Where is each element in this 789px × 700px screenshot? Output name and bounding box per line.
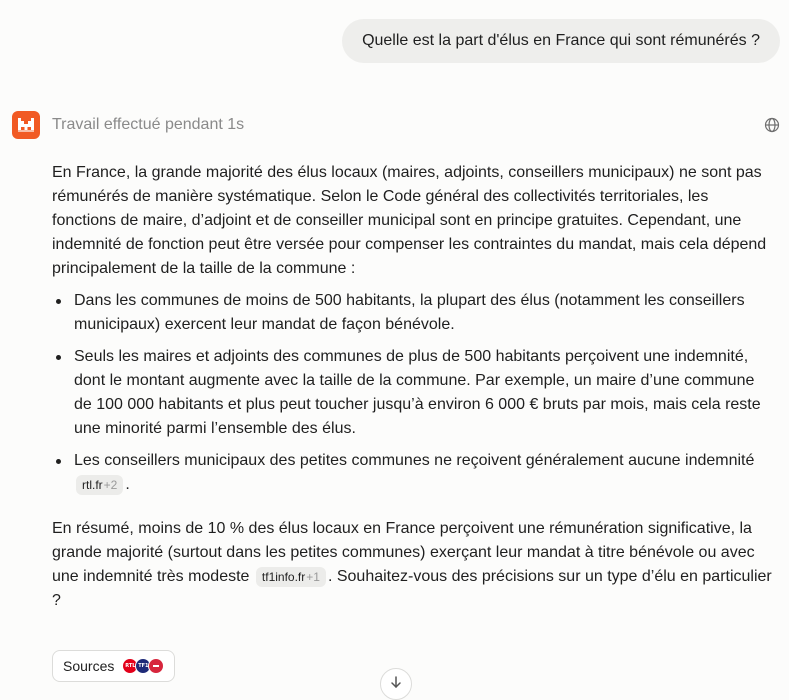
user-message-bubble — [342, 19, 780, 63]
work-status-text[interactable]: Travail effectué pendant 1s — [52, 116, 245, 133]
source-favicons — [122, 658, 164, 674]
sources-button[interactable] — [52, 650, 175, 682]
assistant-answer — [52, 161, 774, 613]
tf1info-favicon-icon: TF1 — [135, 658, 151, 674]
citation-more-count: +1 — [306, 570, 320, 584]
user-message-text: Quelle est la part d'élus en France qui sont rémunérés ? — [362, 32, 760, 49]
citation-source: rtl.fr — [82, 478, 103, 492]
sources-label: Sources — [63, 658, 115, 674]
list-item — [74, 289, 774, 337]
citation-chip-tf1info[interactable] — [256, 567, 326, 587]
summary-text-part2: . Souhaitez-vous des précisions sur un type d’élu en particulier ? — [52, 568, 772, 609]
list-item — [74, 345, 774, 441]
assistant-header — [12, 111, 780, 139]
citation-chip-rtl[interactable] — [76, 475, 123, 495]
list-item — [74, 449, 774, 497]
answer-intro-paragraph: En France, la grande majorité des élus locaux (maires, adjoints, conseillers municipaux) ne sont pas rémunérés de manière systématique. Selon le Code général des collectivités territoriales, les fonctions de maire, d’adjoint et de conseiller municipal sont en principe gratuites. Cependant, une indemnité de fonction peut être versée pour compenser les contraintes du mandat, mais cela dépend principalement de la taille de la commune : — [52, 164, 767, 277]
citation-source: tf1info.fr — [261, 570, 306, 584]
citation-more-count: +2 — [103, 478, 118, 492]
globe-icon[interactable] — [764, 117, 780, 133]
bullet-text: Seuls les maires et adjoints des communes de plus de 500 habitants perçoivent une indemnité, dont le montant augmente avec la taille de la commune. Par exemple, un maire d’une commune de 100 000 habitants et plus peut toucher jusqu’à environ 6 000 € bruts par mois, mais cela reste une minorité parmi l’ensemble des élus. — [74, 348, 761, 437]
scroll-down-button[interactable] — [380, 668, 412, 700]
summary-text-part1: En résumé, moins de 10 % des élus locaux en France perçoivent une rémunération significative, la grande majorité (surtout dans les petites communes) exerçant leur mandat à titre bénévole ou avec une indemnité très modeste — [52, 520, 755, 585]
mistral-logo-icon — [12, 111, 40, 139]
answer-summary-paragraph — [52, 517, 774, 613]
arrow-down-icon — [389, 675, 403, 694]
rtl-favicon-icon: RTL — [122, 658, 138, 674]
source-favicon-icon — [148, 658, 164, 674]
bullet-text: Dans les communes de moins de 500 habitants, la plupart des élus (notamment les conseillers municipaux) exercent leur mandat de façon bénévole. — [74, 292, 745, 333]
bullet-end-punctuation: . — [125, 476, 130, 493]
answer-bullet-list — [52, 289, 774, 497]
bullet-text: Les conseillers municipaux des petites communes ne reçoivent généralement aucune indemnité — [74, 452, 755, 469]
